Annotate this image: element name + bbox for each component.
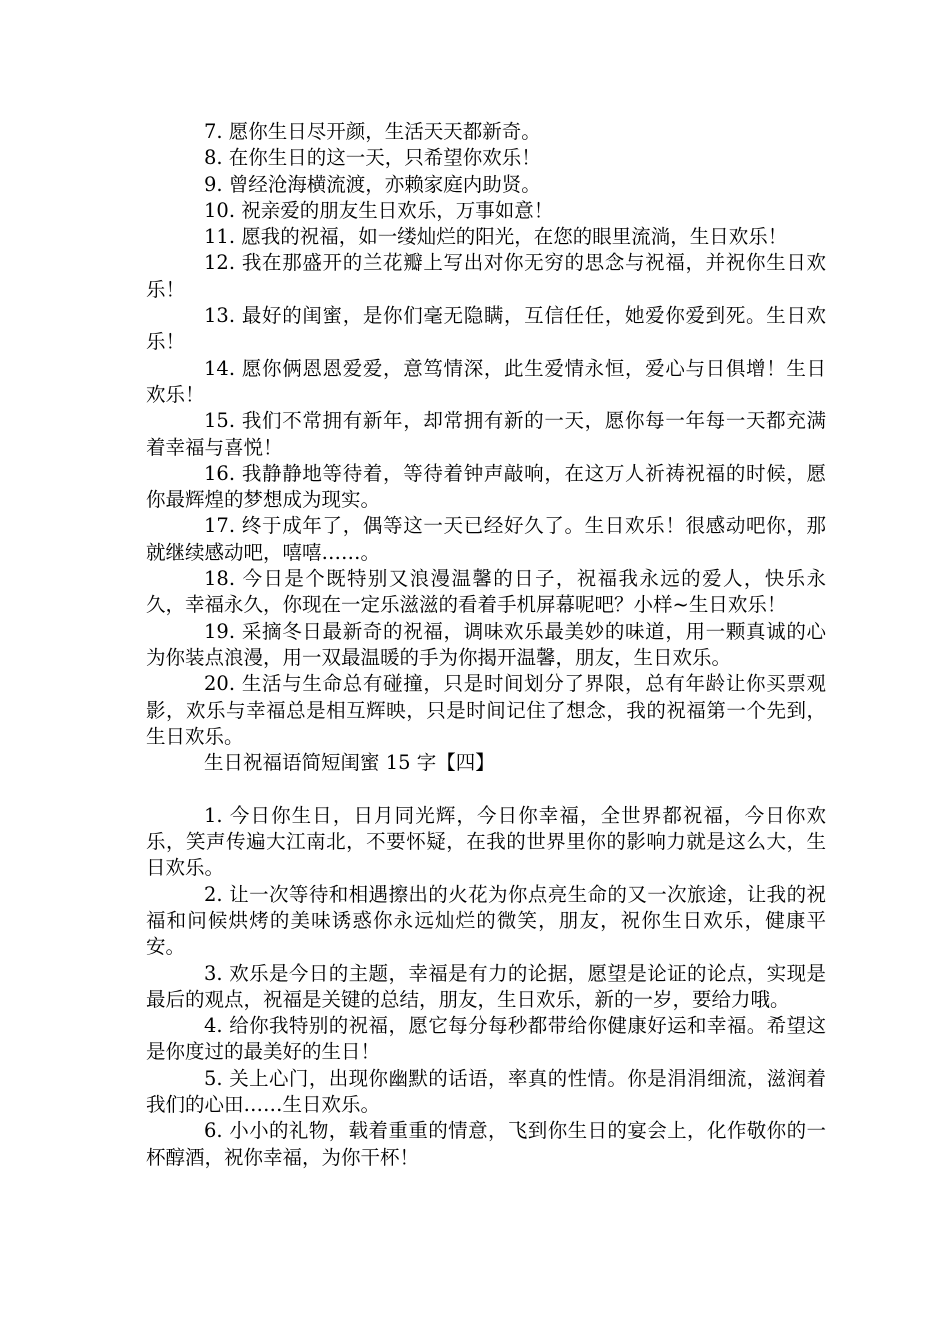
list-item: 9. 曾经沧海横流渡，亦赖家庭内助贤。 <box>204 172 541 196</box>
list-item: 19. 采摘冬日最新奇的祝福，调味欢乐最美妙的味道，用一颗真诚的心为你装点浪漫，用一双最温暖的手为你揭开温馨，朋友，生日欢乐。 <box>146 619 826 669</box>
list-item: 17. 终于成年了，偶等这一天已经好久了。生日欢乐！很感动吧你，那就继续感动吧，嘻嘻……。 <box>146 514 826 564</box>
list-item: 15. 我们不常拥有新年，却常拥有新的一天，愿你每一年每一天都充满着幸福与喜悦！ <box>146 409 826 459</box>
list-item: 13. 最好的闺蜜，是你们毫无隐瞒，互信任任，她爱你爱到死。生日欢乐！ <box>146 304 826 354</box>
list-item: 3. 欢乐是今日的主题，幸福是有力的论据，愿望是论证的论点，实现是最后的观点，祝福是关键的总结，朋友，生日欢乐，新的一岁，要给力哦。 <box>146 961 826 1011</box>
list-item: 12. 我在那盛开的兰花瓣上写出对你无穷的思念与祝福，并祝你生日欢乐！ <box>146 251 826 301</box>
list-item: 4. 给你我特别的祝福，愿它每分每秒都带给你健康好运和幸福。希望这是你度过的最美好的生日！ <box>146 1014 826 1064</box>
list-item: 20. 生活与生命总有碰撞，只是时间划分了界限，总有年龄让你买票观影，欢乐与幸福总是相互辉映，只是时间记住了想念，我的祝福第一个先到，生日欢乐。 <box>146 672 826 748</box>
list-item: 6. 小小的礼物，载着重重的情意，飞到你生日的宴会上，化作敬你的一杯醇酒，祝你幸福，为你干杯！ <box>146 1119 826 1169</box>
section-heading: 生日祝福语简短闺蜜 15 字【四】 <box>204 751 495 775</box>
list-item: 1. 今日你生日，日月同光辉，今日你幸福，全世界都祝福，今日你欢乐，笑声传遍大江南北，不要怀疑，在我的世界里你的影响力就是这么大，生日欢乐。 <box>146 803 826 880</box>
list-item: 10. 祝亲爱的朋友生日欢乐，万事如意！ <box>204 198 554 222</box>
list-item: 18. 今日是个既特别又浪漫温馨的日子，祝福我永远的爱人，快乐永久，幸福永久，你现在一定乐滋滋的看着手机屏幕呢吧？小样~生日欢乐！ <box>146 567 826 617</box>
list-item: 8. 在你生日的这一天，只希望你欢乐！ <box>204 146 541 170</box>
list-item: 16. 我静静地等待着，等待着钟声敲响，在这万人祈祷祝福的时候，愿你最辉煌的梦想成为现实。 <box>146 461 826 512</box>
list-item: 2. 让一次等待和相遇擦出的火花为你点亮生命的又一次旅途，让我的祝福和问候烘烤的美味诱惑你永远灿烂的微笑，朋友，祝你生日欢乐，健康平安。 <box>146 882 826 959</box>
blank-line <box>146 776 826 802</box>
list-item: 14. 愿你俩恩恩爱爱，意笃情深，此生爱情永恒，爱心与日俱增！生日欢乐！ <box>146 356 826 406</box>
list-item: 5. 关上心门，出现你幽默的话语，率真的性情。你是涓涓细流，滋润着我们的心田……生日欢乐。 <box>146 1066 826 1116</box>
list-item: 7. 愿你生日尽开颜，生活天天都新奇。 <box>204 120 541 143</box>
list-item: 11. 愿我的祝福，如一缕灿烂的阳光，在您的眼里流淌，生日欢乐！ <box>204 225 788 249</box>
document-page <box>146 119 826 1171</box>
